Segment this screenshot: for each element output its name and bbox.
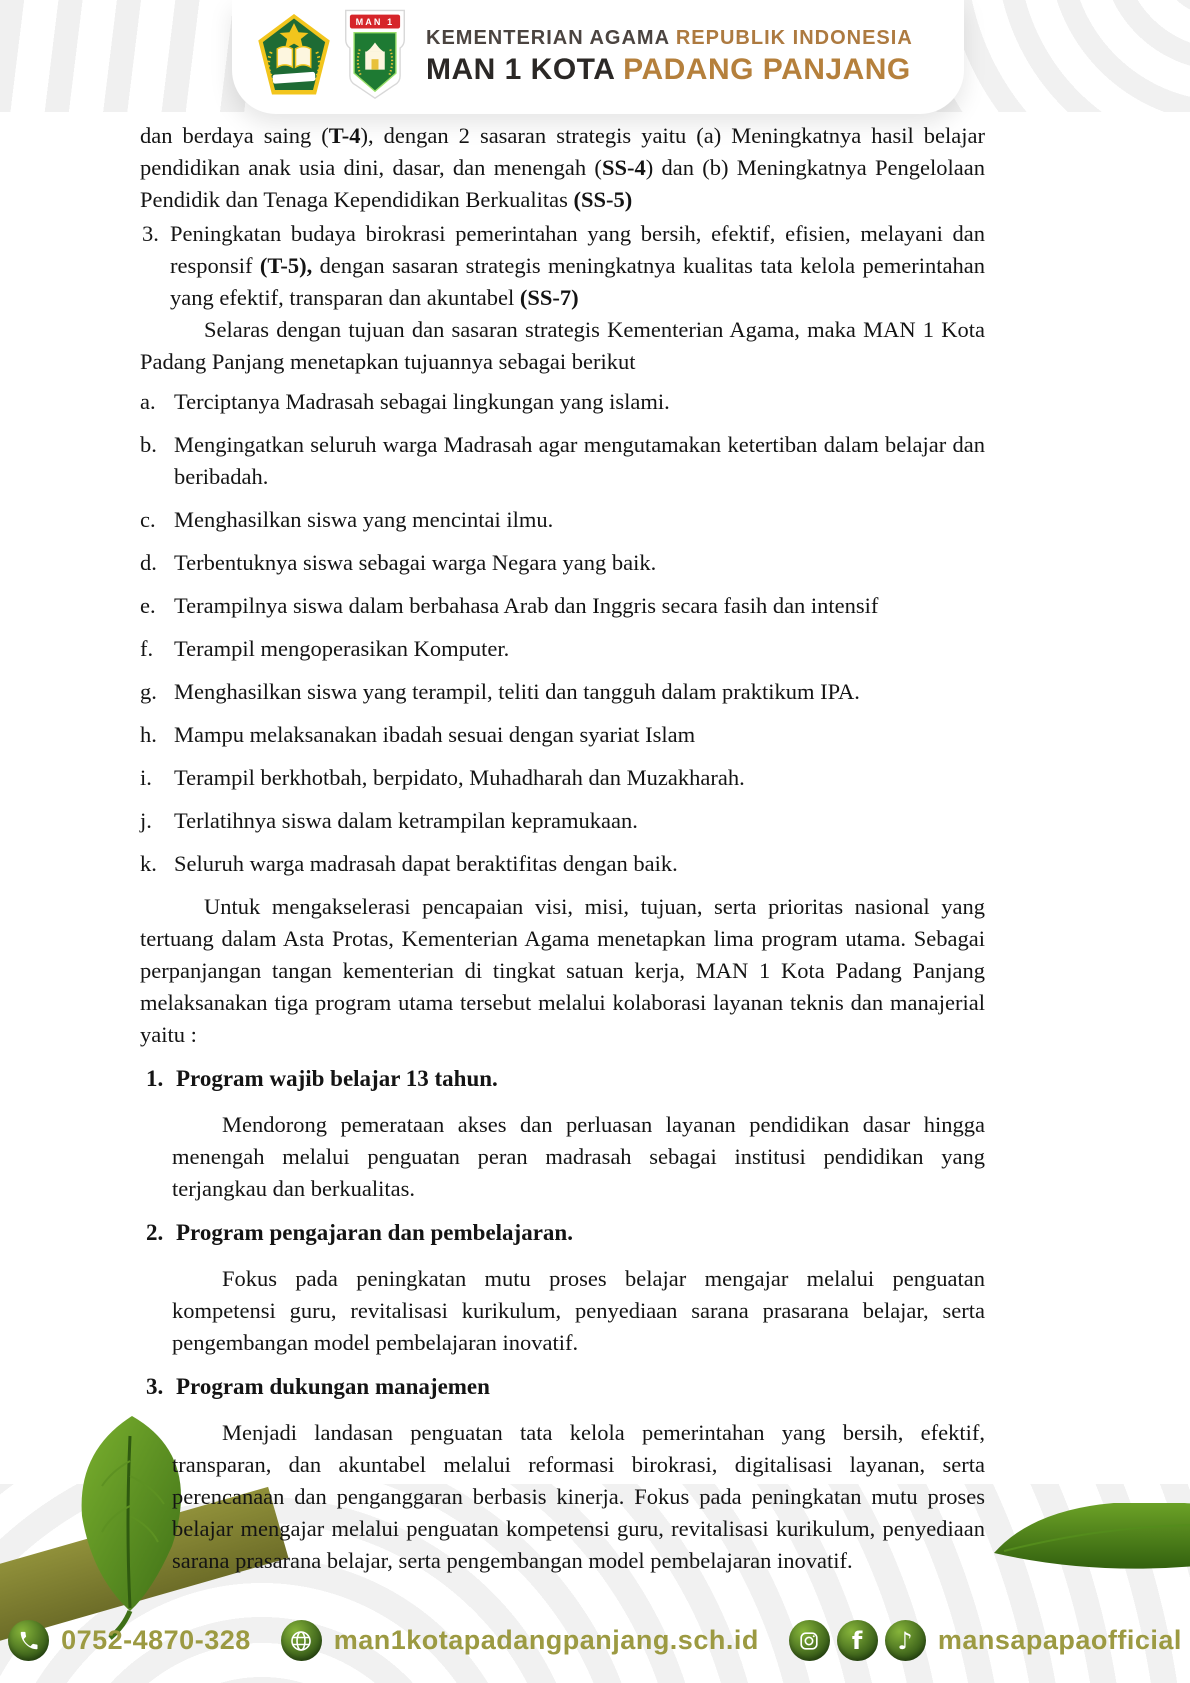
- phone-contact[interactable]: [8, 1620, 251, 1661]
- list-item: [140, 590, 985, 622]
- instagram-icon[interactable]: [789, 1620, 830, 1661]
- lettered-list: [140, 386, 985, 880]
- phone-number: 0752-4870-328: [61, 1625, 251, 1655]
- list-item: [140, 504, 985, 536]
- list-item: [140, 547, 985, 579]
- social-handle: mansapapaofficial: [937, 1625, 1182, 1655]
- website-url: man1kotapadangpanjang.sch.id: [333, 1625, 759, 1655]
- school-name: [426, 53, 913, 88]
- list-text: Terampil mengoperasikan Komputer.: [174, 636, 510, 661]
- website-contact[interactable]: [281, 1620, 759, 1661]
- list-item: [140, 386, 985, 418]
- program-heading: [140, 1217, 985, 1249]
- program-paragraph: Fokus pada peningkatan mutu proses belajar mengajar melalui penguatan kompetensi guru, revitalisasi kurikulum, penyediaan sarana prasarana belajar, serta pengembangan model pembelajaran inovatif.: [172, 1266, 985, 1355]
- list-marker: b.: [140, 432, 157, 457]
- list-marker: k.: [140, 851, 157, 876]
- program-section-3: [140, 1371, 985, 1577]
- program-title: Program wajib belajar 13 tahun.: [176, 1066, 498, 1091]
- list-item: [140, 676, 985, 708]
- leaf-decoration-right: [994, 1503, 1190, 1571]
- list-text: Terciptanya Madrasah sebagai lingkungan yang islami.: [174, 389, 670, 414]
- list-text: Terlatihnya siswa dalam ketrampilan kepramukaan.: [174, 808, 638, 833]
- list-marker: i.: [140, 765, 152, 790]
- social-icons: [789, 1620, 926, 1661]
- man1-banner-text: MAN 1: [355, 16, 395, 27]
- list-text: Mengingatkan seluruh warga Madrasah agar mengutamakan ketertiban dalam belajar dan beribadah.: [174, 432, 985, 489]
- list-text: Terbentuknya siswa sebagai warga Negara yang baik.: [174, 550, 657, 575]
- list-marker: a.: [140, 389, 156, 414]
- ministry-name-dark: KEMENTERIAN AGAMA: [426, 26, 676, 49]
- program-number: 3.: [146, 1374, 164, 1399]
- letterhead: [232, 0, 964, 114]
- phone-icon: [8, 1620, 49, 1661]
- program-heading: [140, 1063, 985, 1095]
- list-marker: c.: [140, 507, 156, 532]
- list-item: [140, 762, 985, 794]
- list-marker: j.: [140, 808, 152, 833]
- globe-icon: [281, 1620, 322, 1661]
- list-text: Menghasilkan siswa yang mencintai ilmu.: [174, 507, 554, 532]
- list-item: [140, 719, 985, 751]
- paragraph-untuk: Untuk mengakselerasi pencapaian visi, misi, tujuan, serta prioritas nasional yang tertuang dalam Asta Protas, Kementerian Agama menetapkan lima program utama. Sebagai perpanjangan tangan kementerian di tingkat satuan kerja, MAN 1 Kota Padang Panjang melaksanakan tiga program utama tersebut melalui kolaborasi layanan teknis dan manajerial yaitu :: [140, 894, 985, 1047]
- program-paragraph: Mendorong pemerataan akses dan perluasan layanan pendidikan dasar hingga menengah melalui penguatan peran madrasah sebagai institusi pendidikan yang terjangkau dan berkualitas.: [172, 1112, 985, 1201]
- document-body: [140, 120, 985, 1585]
- program-heading: [140, 1371, 985, 1403]
- list-text: Terampilnya siswa dalam berbahasa Arab dan Inggris secara fasih dan intensif: [174, 593, 879, 618]
- program-title: Program pengajaran dan pembelajaran.: [176, 1220, 573, 1245]
- list-item: [140, 633, 985, 665]
- list-item: [140, 429, 985, 493]
- letterhead-text: [426, 27, 913, 88]
- school-name-dark: MAN 1 KOTA: [426, 52, 624, 86]
- program-section-1: [140, 1063, 985, 1205]
- list-text: Seluruh warga madrasah dapat beraktifitas dengan baik.: [174, 851, 678, 876]
- program-paragraph: Menjadi landasan penguatan tata kelola pemerintahan yang bersih, efektif, transparan, dan akuntabel melalui reformasi birokrasi, digitalisasi layanan, serta perencanaan dan penganggaran berbasis kinerja. Fokus pada peningkatan mutu proses belajar mengajar melalui penguatan kompetensi guru, revitalisasi kurikulum, penyediaan sarana prasarana belajar, serta pengembangan model pembelajaran inovatif.: [172, 1420, 985, 1573]
- program-number: 2.: [146, 1220, 164, 1245]
- facebook-icon[interactable]: f: [837, 1620, 878, 1661]
- numbered-item-text: Peningkatan budaya birokrasi pemerintahan yang bersih, efektif, efisien, melayani dan responsif (T-5), dengan sasaran strategis meningkatnya kualitas tata kelola pemerintahan yang efektif, transparan dan akuntabel (SS-7): [170, 221, 985, 310]
- list-item: [140, 848, 985, 880]
- program-number: 1.: [146, 1066, 164, 1091]
- kemenag-logo-icon: [256, 12, 332, 103]
- program-title: Program dukungan manajemen: [176, 1374, 490, 1399]
- ministry-name: [426, 27, 913, 50]
- man1-logo-icon: [340, 9, 410, 106]
- list-marker: d.: [140, 550, 157, 575]
- list-text: Mampu melaksanakan ibadah sesuai dengan syariat Islam: [174, 722, 696, 747]
- paragraph-continuation: dan berdaya saing (T-4), dengan 2 sasaran strategis yaitu (a) Meningkatnya hasil belajar pendidikan anak usia dini, dasar, dan menengah (SS-4) dan (b) Meningkatnya Pengelolaan Pendidik dan Tenaga Kependidikan Berkualitas (SS-5): [140, 123, 985, 212]
- list-marker: f.: [140, 636, 154, 661]
- footer-contact-bar: [0, 1620, 1190, 1661]
- list-text: Terampil berkhotbah, berpidato, Muhadharah dan Muzakharah.: [174, 765, 745, 790]
- school-name-gold: PADANG PANJANG: [623, 52, 911, 86]
- list-item: [140, 805, 985, 837]
- list-marker: h.: [140, 722, 157, 747]
- ministry-name-gold: REPUBLIK INDONESIA: [675, 26, 913, 49]
- paragraph-selaras: Selaras dengan tujuan dan sasaran strategis Kementerian Agama, maka MAN 1 Kota Padang Panjang menetapkan tujuannya sebagai berikut: [140, 317, 985, 374]
- social-media-contact[interactable]: [789, 1620, 1182, 1661]
- numbered-item-marker: 3.: [142, 221, 159, 246]
- numbered-item-3: [140, 218, 985, 314]
- tiktok-icon[interactable]: ♪: [885, 1620, 926, 1661]
- list-marker: e.: [140, 593, 156, 618]
- list-marker: g.: [140, 679, 157, 704]
- list-text: Menghasilkan siswa yang terampil, teliti dan tangguh dalam praktikum IPA.: [174, 679, 860, 704]
- program-section-2: [140, 1217, 985, 1359]
